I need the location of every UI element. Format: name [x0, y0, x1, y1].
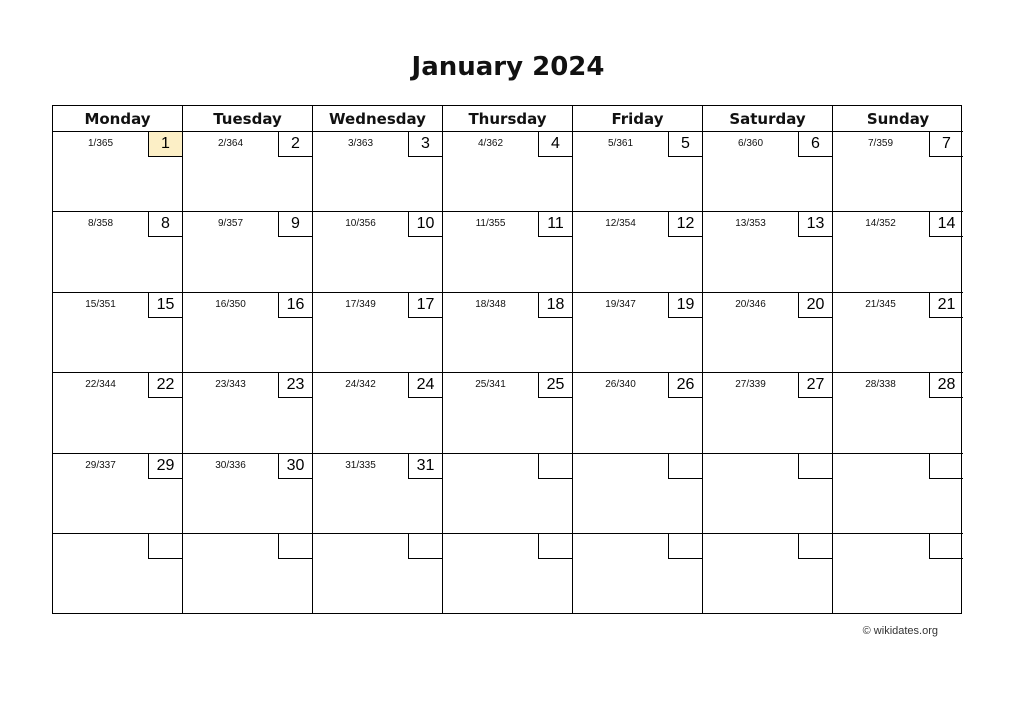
- day-number: 23: [278, 373, 312, 398]
- day-of-year-label: 24/342: [345, 379, 376, 391]
- day-number: [408, 534, 442, 559]
- day-of-year-label: 7/359: [867, 138, 894, 149]
- day-cell[interactable]: [183, 454, 313, 534]
- day-cell[interactable]: [703, 454, 833, 534]
- day-number: [278, 534, 312, 559]
- day-of-year-label: 2/364: [217, 138, 244, 149]
- day-cell[interactable]: [703, 293, 833, 373]
- day-number: 7: [929, 132, 963, 157]
- day-number: 13: [798, 212, 832, 237]
- day-of-year-label: 27/339: [735, 379, 766, 391]
- day-cell[interactable]: [183, 534, 313, 614]
- day-of-year-label: 14/352: [865, 218, 896, 230]
- day-of-year-label: 17/349: [345, 298, 376, 310]
- day-cell[interactable]: [573, 132, 703, 212]
- day-number: 30: [278, 454, 312, 479]
- day-number: 11: [538, 212, 572, 237]
- day-of-year-label: 25/341: [475, 379, 506, 391]
- day-number: 8: [148, 212, 182, 237]
- day-number: 19: [668, 293, 702, 318]
- day-cell[interactable]: [53, 293, 183, 373]
- day-of-year-label: 23/343: [215, 379, 246, 391]
- weekday-header-4: Friday: [573, 106, 703, 132]
- day-cell[interactable]: [573, 454, 703, 534]
- day-cell[interactable]: [313, 373, 443, 453]
- day-of-year-label: 10/356: [345, 218, 376, 230]
- day-number: 21: [929, 293, 963, 318]
- day-cell[interactable]: [53, 132, 183, 212]
- day-number: 15: [148, 293, 182, 318]
- day-cell[interactable]: [703, 212, 833, 292]
- day-number: 25: [538, 373, 572, 398]
- day-number: 4: [538, 132, 572, 157]
- day-of-year-label: 15/351: [85, 298, 116, 310]
- day-cell[interactable]: [313, 132, 443, 212]
- day-number: 28: [929, 373, 963, 398]
- day-cell[interactable]: [443, 373, 573, 453]
- day-cell[interactable]: [573, 534, 703, 614]
- day-cell[interactable]: [183, 293, 313, 373]
- day-cell[interactable]: [833, 212, 963, 292]
- day-number: 24: [408, 373, 442, 398]
- weekday-header-2: Wednesday: [313, 106, 443, 132]
- day-cell[interactable]: [53, 212, 183, 292]
- day-number: [798, 534, 832, 559]
- day-cell[interactable]: [573, 373, 703, 453]
- weekday-header-5: Saturday: [703, 106, 833, 132]
- day-cell[interactable]: [313, 534, 443, 614]
- day-of-year-label: 11/355: [475, 218, 506, 230]
- weekday-header-0: Monday: [53, 106, 183, 132]
- day-number: [929, 454, 963, 479]
- weekday-header-3: Thursday: [443, 106, 573, 132]
- day-of-year-label: 1/365: [87, 138, 114, 149]
- day-cell[interactable]: [833, 293, 963, 373]
- day-cell[interactable]: [53, 373, 183, 453]
- day-number: 6: [798, 132, 832, 157]
- weekday-header-6: Sunday: [833, 106, 963, 132]
- day-number: [798, 454, 832, 479]
- day-cell[interactable]: [183, 132, 313, 212]
- day-number: 5: [668, 132, 702, 157]
- calendar-title: January 2024: [411, 52, 605, 82]
- day-of-year-label: 31/335: [345, 459, 376, 471]
- day-cell[interactable]: [443, 454, 573, 534]
- day-cell[interactable]: [703, 534, 833, 614]
- day-cell[interactable]: [53, 534, 183, 614]
- day-of-year-label: 12/354: [605, 218, 636, 230]
- day-number: 27: [798, 373, 832, 398]
- day-cell[interactable]: [183, 373, 313, 453]
- day-number: [668, 454, 702, 479]
- day-number: 16: [278, 293, 312, 318]
- day-cell[interactable]: [443, 212, 573, 292]
- day-number: 12: [668, 212, 702, 237]
- day-of-year-label: 19/347: [605, 298, 636, 310]
- day-cell[interactable]: [833, 454, 963, 534]
- day-cell[interactable]: [833, 132, 963, 212]
- calendar-grid: [52, 105, 962, 614]
- day-of-year-label: 13/353: [735, 218, 766, 230]
- day-number: 10: [408, 212, 442, 237]
- day-number: 17: [408, 293, 442, 318]
- day-number: 2: [278, 132, 312, 157]
- day-of-year-label: 18/348: [475, 298, 506, 310]
- day-number: 31: [408, 454, 442, 479]
- day-of-year-label: 4/362: [477, 138, 504, 149]
- day-cell[interactable]: [443, 132, 573, 212]
- day-number: [148, 534, 182, 559]
- day-of-year-label: 9/357: [217, 218, 244, 230]
- day-cell[interactable]: [703, 132, 833, 212]
- day-number: 22: [148, 373, 182, 398]
- day-cell[interactable]: [53, 454, 183, 534]
- day-of-year-label: 21/345: [865, 298, 896, 310]
- day-of-year-label: 30/336: [215, 459, 246, 471]
- day-of-year-label: 22/344: [85, 379, 116, 391]
- day-cell[interactable]: [443, 293, 573, 373]
- day-number: 29: [148, 454, 182, 479]
- day-number: 14: [929, 212, 963, 237]
- day-number: [538, 534, 572, 559]
- weekday-header-1: Tuesday: [183, 106, 313, 132]
- day-number: 26: [668, 373, 702, 398]
- day-number: [668, 534, 702, 559]
- day-number: 18: [538, 293, 572, 318]
- day-cell[interactable]: [573, 293, 703, 373]
- day-cell[interactable]: [703, 373, 833, 453]
- day-cell[interactable]: [313, 454, 443, 534]
- day-of-year-label: 29/337: [85, 459, 116, 471]
- day-number: 3: [408, 132, 442, 157]
- day-number: [538, 454, 572, 479]
- credit-text: © wikidates.org: [862, 625, 938, 637]
- day-cell[interactable]: [443, 534, 573, 614]
- day-cell[interactable]: [313, 212, 443, 292]
- day-cell[interactable]: [833, 373, 963, 453]
- day-of-year-label: 26/340: [605, 379, 636, 391]
- day-of-year-label: 16/350: [215, 298, 246, 310]
- day-of-year-label: 3/363: [347, 138, 374, 149]
- day-number: 9: [278, 212, 312, 237]
- weekday-header-row: [53, 106, 961, 132]
- day-cell[interactable]: [183, 212, 313, 292]
- day-cell[interactable]: [573, 212, 703, 292]
- day-of-year-label: 20/346: [735, 298, 766, 310]
- day-of-year-label: 5/361: [607, 138, 634, 149]
- day-number: 20: [798, 293, 832, 318]
- day-cell[interactable]: [313, 293, 443, 373]
- day-of-year-label: 8/358: [87, 218, 114, 230]
- day-number: [929, 534, 963, 559]
- day-of-year-label: 6/360: [737, 138, 764, 149]
- day-cell[interactable]: [833, 534, 963, 614]
- day-of-year-label: 28/338: [865, 379, 896, 391]
- day-number: 1: [148, 132, 182, 157]
